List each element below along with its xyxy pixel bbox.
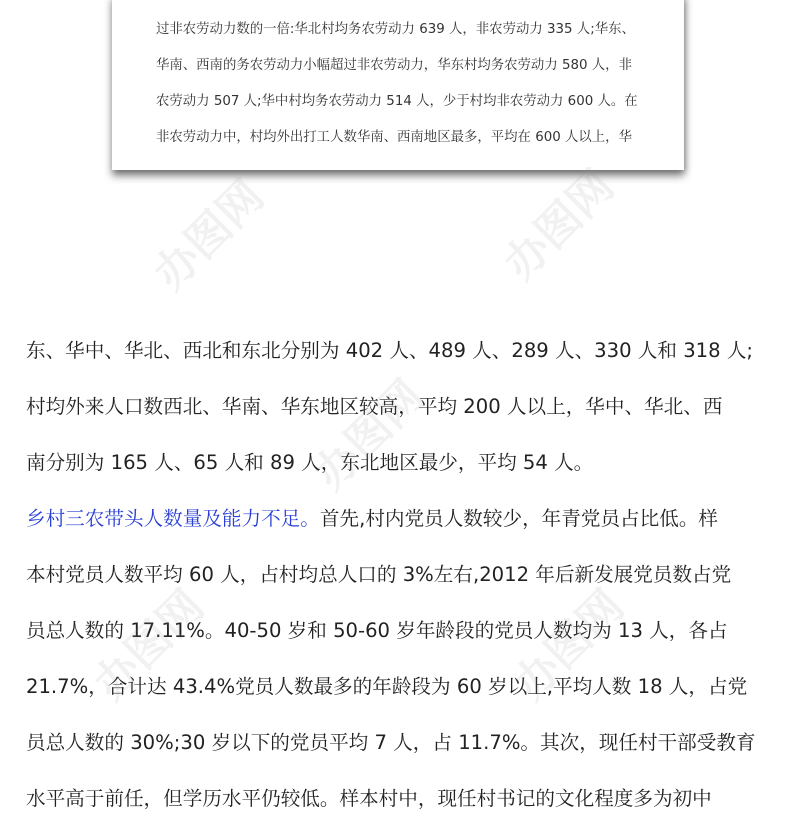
card-line-4: 农劳动力 507 人;华中村均务农劳动力 514 人，少于村均非农劳动力 600 人。在: [156, 94, 638, 109]
watermark-text: 办图网: [144, 170, 274, 300]
watermark-text: 办图网: [494, 160, 624, 290]
watermark-text: 办图网: [84, 580, 214, 710]
body-line-2: 村均外来人口数西北、华南、华东地区较高，平均 200 人以上，华中、华北、西: [26, 395, 723, 418]
card-line-1: [156, 0, 646, 12]
card-line-2: 过非农劳动力数的一倍:华北村均务农劳动力 639 人，非农劳动力 335 人;华东、: [156, 22, 635, 37]
body-line-4: [26, 491, 778, 547]
section-heading: 乡村三农带头人数量及能力不足。: [26, 507, 320, 530]
body-line-8: 员总人数的 30%;30 岁以下的党员平均 7 人，占 11.7%。其次，现任村干部受教育: [26, 731, 756, 754]
body-line-1: 东、华中、华北、西北和东北分别为 402 人、489 人、289 人、330 人和 318 人;: [26, 339, 754, 362]
card-highlight-text: [156, 0, 303, 1]
watermark-text: 办图网: [504, 580, 634, 710]
card-line-3: 华南、西南的务农劳动力小幅超过非农劳动力，华东村均务农劳动力 580 人，非: [156, 58, 632, 73]
body-line-9: 水平高于前任，但学历水平仍较低。样本村中，现任村书记的文化程度多为初中: [26, 787, 712, 810]
body-line-5: 本村党员人数平均 60 人，占村均总人口的 3%左右,2012 年后新发展党员数占党: [26, 563, 732, 586]
watermark-text: 办图网: [304, 370, 434, 500]
card-paragraph: [156, 0, 646, 156]
body-line-3: 南分别为 165 人、65 人和 89 人，东北地区最少，平均 54 人。: [26, 451, 594, 474]
body-line-4-rest: 首先,村内党员人数较少，年青党员占比低。样: [319, 507, 719, 530]
body-line-6: 员总人数的 17.11%。40-50 岁和 50-60 岁年龄段的党员人数均为 13 人，各占: [26, 619, 728, 642]
card-line-1-rest: [303, 0, 629, 1]
body-line-7: 21.7%，合计达 43.4%党员人数最多的年龄段为 60 岁以上,平均人数 18 人，占党: [26, 675, 748, 698]
document-body: [26, 323, 778, 827]
document-excerpt-card: [112, 0, 684, 170]
card-line-5: 非农劳动力中，村均外出打工人数华南、西南地区最多，平均在 600 人以上，华: [156, 130, 632, 145]
